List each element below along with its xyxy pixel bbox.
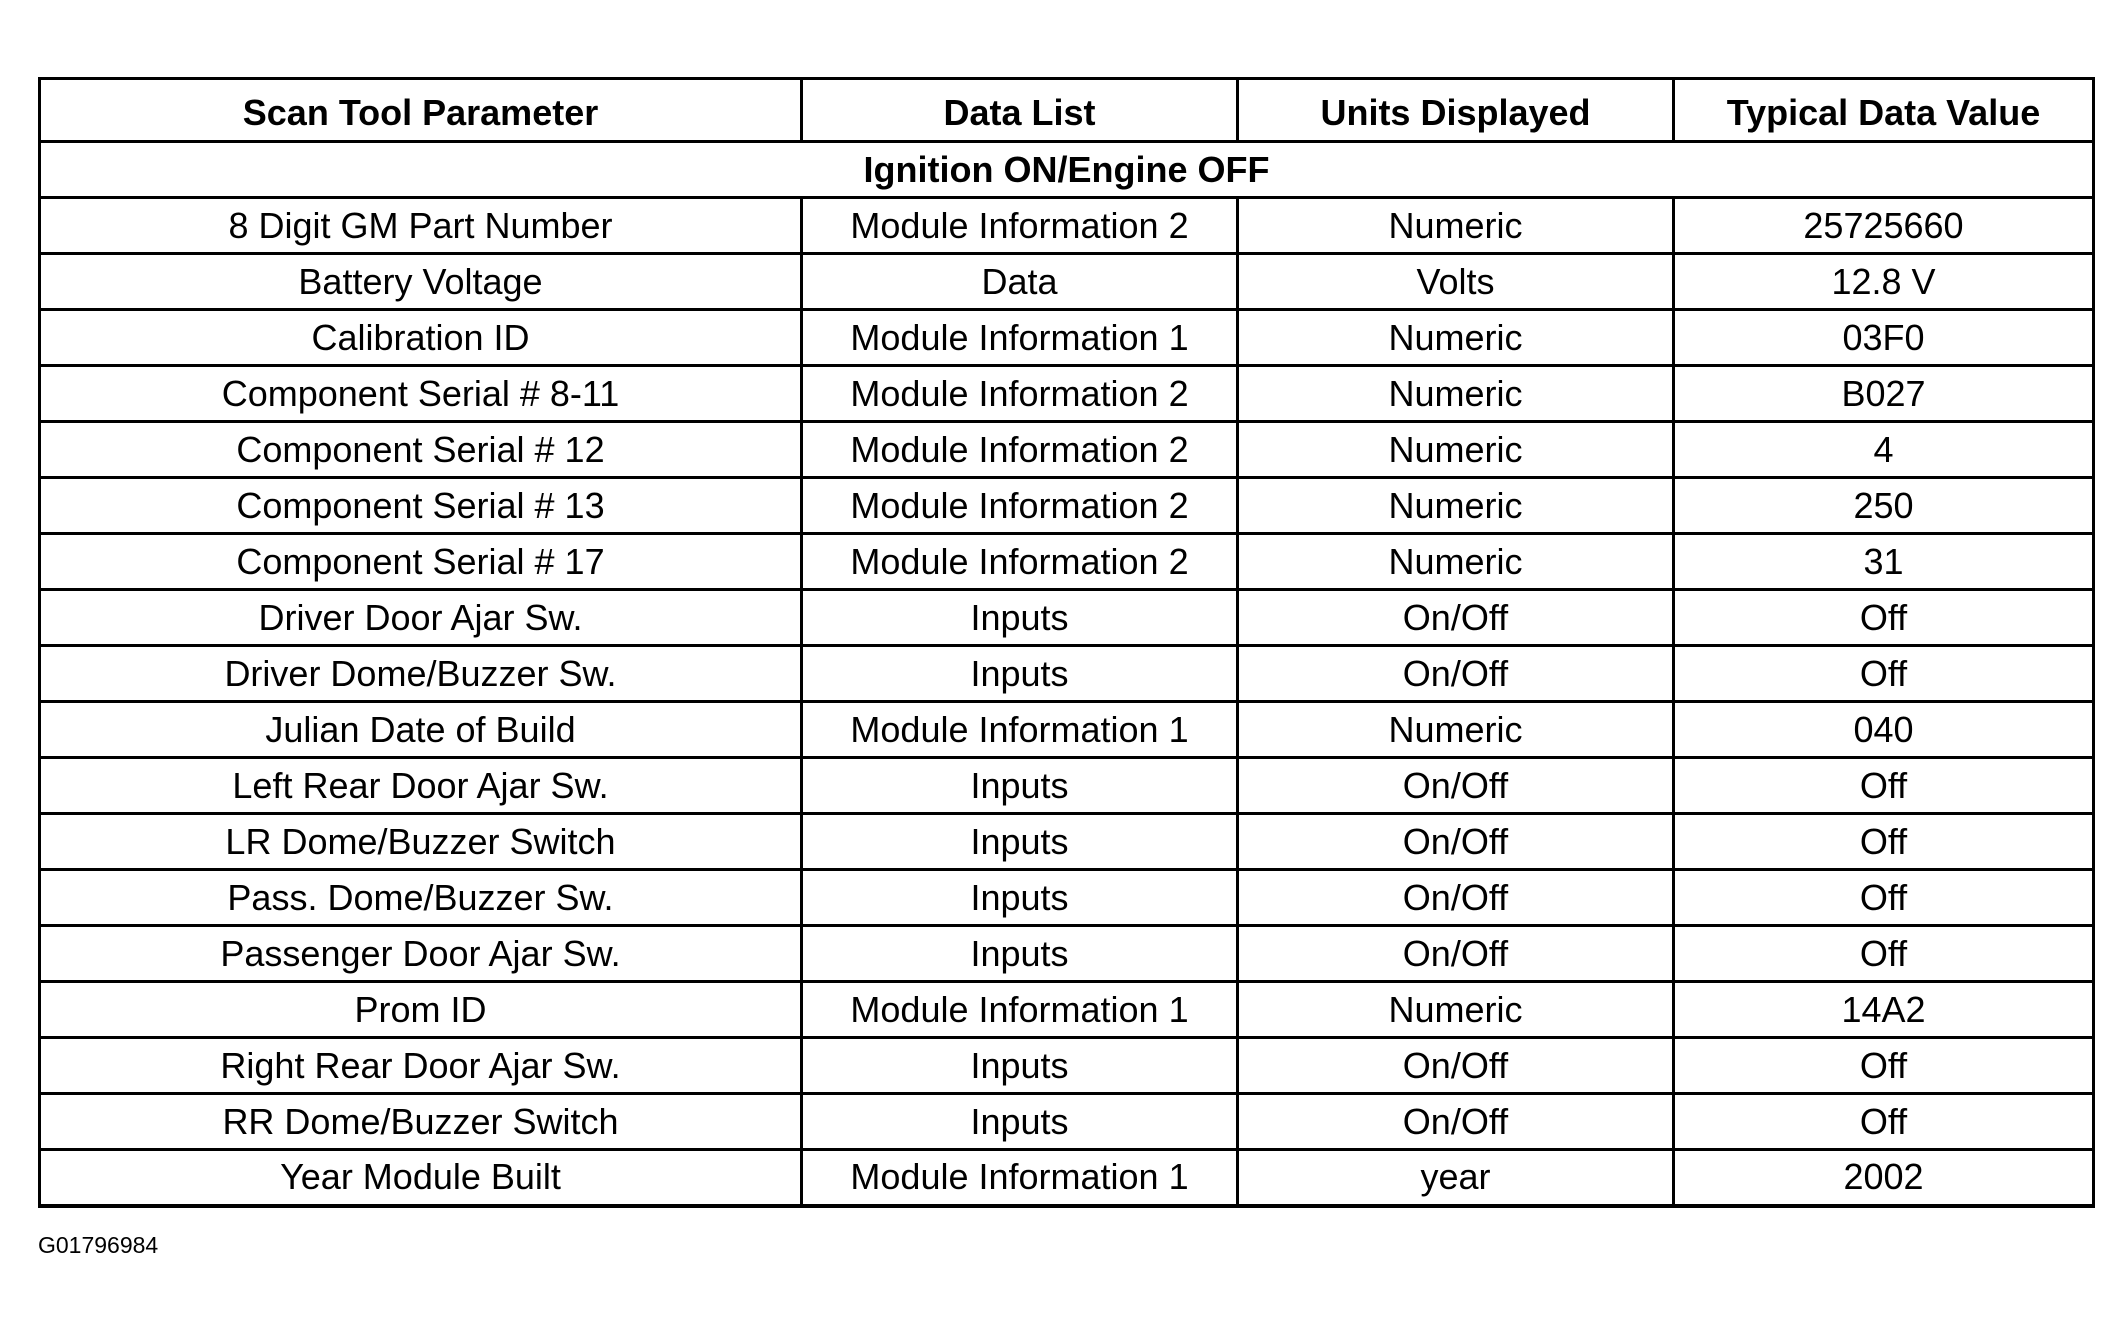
- cell-data-list: Inputs: [802, 1094, 1238, 1150]
- cell-parameter: Pass. Dome/Buzzer Sw.: [40, 870, 802, 926]
- table-row: [40, 1094, 2094, 1150]
- header-units-displayed: Units Displayed: [1238, 79, 1674, 142]
- header-scan-tool-parameter: Scan Tool Parameter: [40, 79, 802, 142]
- cell-typical-value: 31: [1674, 534, 2094, 590]
- cell-parameter: Julian Date of Build: [40, 702, 802, 758]
- table-row: [40, 982, 2094, 1038]
- cell-data-list: Module Information 1: [802, 702, 1238, 758]
- cell-units: Numeric: [1238, 198, 1674, 254]
- table-row: [40, 814, 2094, 870]
- cell-data-list: Inputs: [802, 758, 1238, 814]
- cell-units: On/Off: [1238, 814, 1674, 870]
- cell-units: Numeric: [1238, 366, 1674, 422]
- cell-parameter: RR Dome/Buzzer Switch: [40, 1094, 802, 1150]
- table-row: [40, 478, 2094, 534]
- cell-parameter: Component Serial # 8-11: [40, 366, 802, 422]
- table-row: [40, 870, 2094, 926]
- header-row: [40, 79, 2094, 142]
- figure-id: G01796984: [38, 1232, 159, 1258]
- cell-parameter: Passenger Door Ajar Sw.: [40, 926, 802, 982]
- section-title: Ignition ON/Engine OFF: [40, 142, 2094, 198]
- cell-parameter: Year Module Built: [40, 1150, 802, 1206]
- cell-typical-value: 14A2: [1674, 982, 2094, 1038]
- cell-typical-value: 25725660: [1674, 198, 2094, 254]
- table-body: [40, 142, 2094, 1206]
- table-row: [40, 534, 2094, 590]
- cell-units: Numeric: [1238, 702, 1674, 758]
- cell-data-list: Inputs: [802, 590, 1238, 646]
- cell-typical-value: Off: [1674, 758, 2094, 814]
- cell-typical-value: Off: [1674, 1038, 2094, 1094]
- cell-typical-value: Off: [1674, 1094, 2094, 1150]
- cell-typical-value: 040: [1674, 702, 2094, 758]
- table-row: [40, 422, 2094, 478]
- cell-data-list: Inputs: [802, 1038, 1238, 1094]
- cell-typical-value: Off: [1674, 814, 2094, 870]
- cell-parameter: Prom ID: [40, 982, 802, 1038]
- cell-typical-value: Off: [1674, 870, 2094, 926]
- cell-units: year: [1238, 1150, 1674, 1206]
- cell-units: Numeric: [1238, 534, 1674, 590]
- cell-units: On/Off: [1238, 870, 1674, 926]
- cell-units: Numeric: [1238, 478, 1674, 534]
- cell-parameter: Component Serial # 12: [40, 422, 802, 478]
- cell-units: On/Off: [1238, 1094, 1674, 1150]
- table-row: [40, 926, 2094, 982]
- table-row: [40, 590, 2094, 646]
- cell-data-list: Module Information 2: [802, 366, 1238, 422]
- scan-tool-data-table: [38, 77, 2095, 1208]
- cell-data-list: Module Information 2: [802, 422, 1238, 478]
- cell-units: On/Off: [1238, 1038, 1674, 1094]
- table-row: [40, 310, 2094, 366]
- table-row: [40, 758, 2094, 814]
- table-row: [40, 254, 2094, 310]
- cell-typical-value: B027: [1674, 366, 2094, 422]
- cell-data-list: Module Information 1: [802, 1150, 1238, 1206]
- cell-typical-value: 2002: [1674, 1150, 2094, 1206]
- table-row: [40, 198, 2094, 254]
- cell-units: On/Off: [1238, 590, 1674, 646]
- cell-units: On/Off: [1238, 646, 1674, 702]
- cell-typical-value: 03F0: [1674, 310, 2094, 366]
- cell-units: Numeric: [1238, 310, 1674, 366]
- cell-parameter: Driver Dome/Buzzer Sw.: [40, 646, 802, 702]
- header-data-list: Data List: [802, 79, 1238, 142]
- table-row: [40, 1150, 2094, 1206]
- cell-typical-value: 250: [1674, 478, 2094, 534]
- header-typical-data-value: Typical Data Value: [1674, 79, 2094, 142]
- cell-data-list: Module Information 1: [802, 310, 1238, 366]
- cell-typical-value: Off: [1674, 590, 2094, 646]
- section-row: [40, 142, 2094, 198]
- cell-data-list: Inputs: [802, 926, 1238, 982]
- cell-data-list: Inputs: [802, 814, 1238, 870]
- table-row: [40, 646, 2094, 702]
- table-row: [40, 1038, 2094, 1094]
- cell-parameter: Component Serial # 17: [40, 534, 802, 590]
- cell-typical-value: 12.8 V: [1674, 254, 2094, 310]
- cell-units: On/Off: [1238, 758, 1674, 814]
- table-row: [40, 366, 2094, 422]
- cell-parameter: 8 Digit GM Part Number: [40, 198, 802, 254]
- cell-parameter: Driver Door Ajar Sw.: [40, 590, 802, 646]
- cell-parameter: Calibration ID: [40, 310, 802, 366]
- cell-data-list: Module Information 2: [802, 198, 1238, 254]
- cell-data-list: Module Information 2: [802, 478, 1238, 534]
- cell-units: Volts: [1238, 254, 1674, 310]
- cell-data-list: Module Information 2: [802, 534, 1238, 590]
- cell-data-list: Module Information 1: [802, 982, 1238, 1038]
- cell-typical-value: Off: [1674, 646, 2094, 702]
- cell-parameter: Battery Voltage: [40, 254, 802, 310]
- cell-parameter: LR Dome/Buzzer Switch: [40, 814, 802, 870]
- cell-units: Numeric: [1238, 422, 1674, 478]
- cell-parameter: Left Rear Door Ajar Sw.: [40, 758, 802, 814]
- cell-parameter: Component Serial # 13: [40, 478, 802, 534]
- cell-data-list: Data: [802, 254, 1238, 310]
- cell-units: Numeric: [1238, 982, 1674, 1038]
- cell-data-list: Inputs: [802, 646, 1238, 702]
- cell-units: On/Off: [1238, 926, 1674, 982]
- cell-data-list: Inputs: [802, 870, 1238, 926]
- cell-parameter: Right Rear Door Ajar Sw.: [40, 1038, 802, 1094]
- cell-typical-value: Off: [1674, 926, 2094, 982]
- cell-typical-value: 4: [1674, 422, 2094, 478]
- table-row: [40, 702, 2094, 758]
